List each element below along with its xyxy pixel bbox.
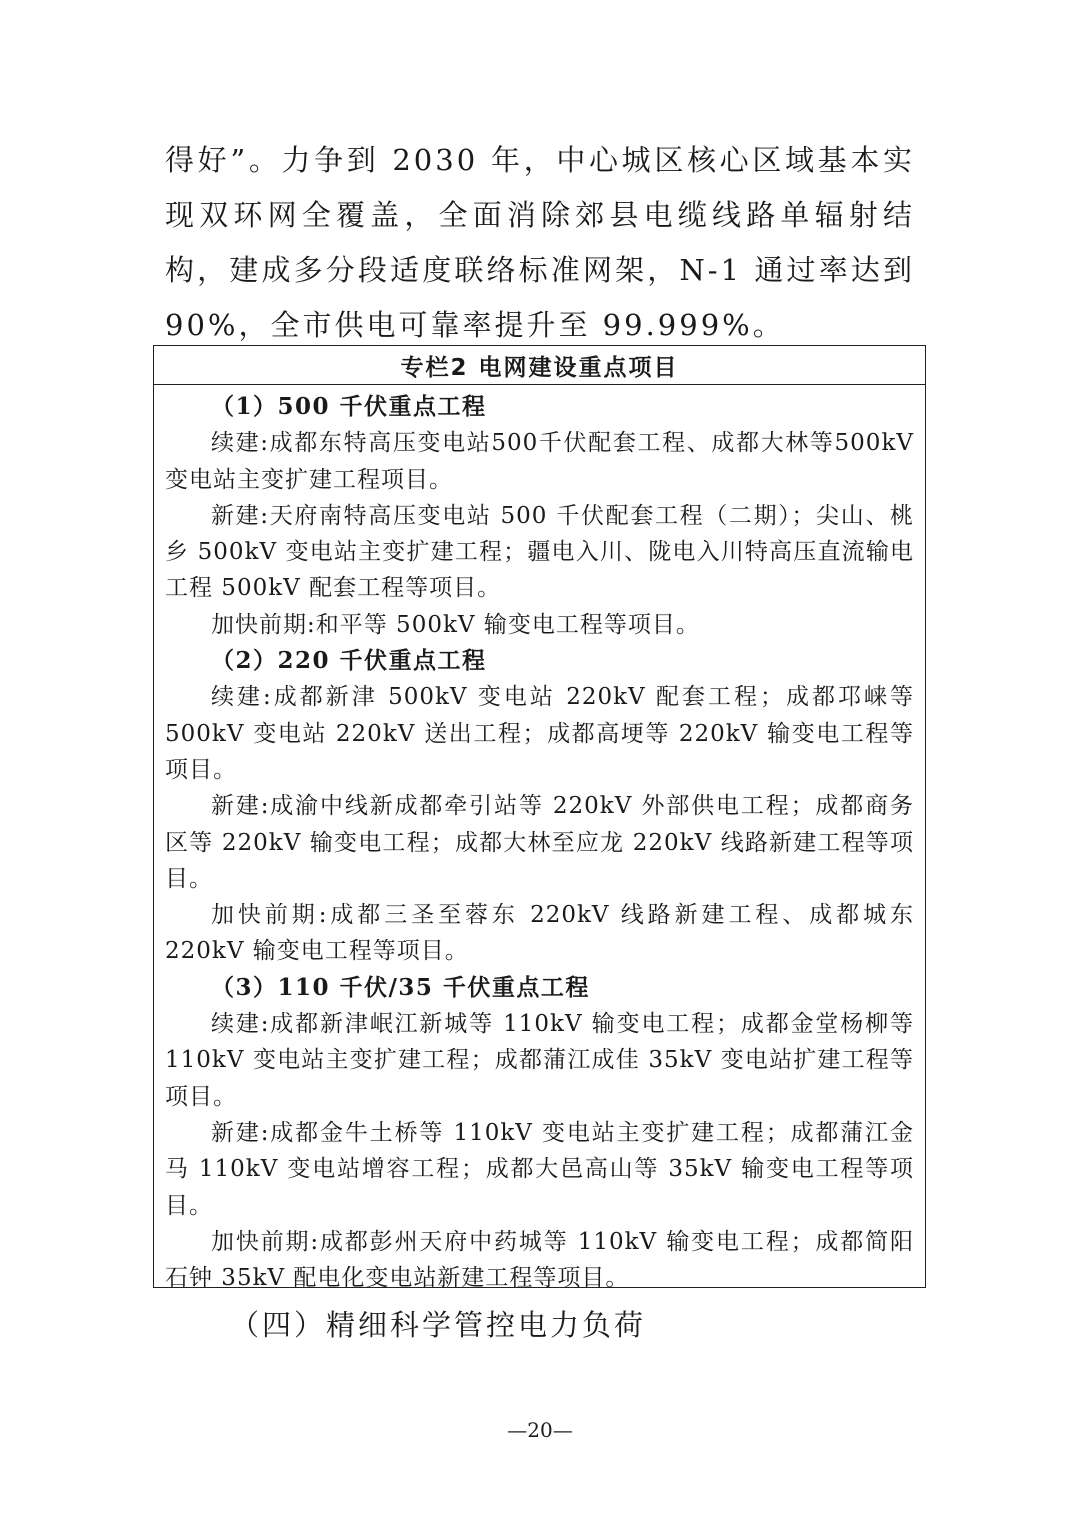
box-body — [154, 385, 925, 1296]
box-title: 专栏2 电网建设重点项目 — [154, 346, 925, 385]
intro-text: 得好”。力争到 2030 年，中心城区核心区域基本实现双环网全覆盖，全面消除郊县电缆线路单辐射结构，建成多分段适度联络标准网架，N-1 通过率达到 90%，全市供电可靠率提升至 99.999%。 — [165, 143, 915, 342]
item-220kv-continue: 续建:成都新津 500kV 变电站 220kV 配套工程；成都邛崃等 500kV 变电站 220kV 送出工程；成都高埂等 220kV 输变电工程等项目。 — [165, 684, 914, 783]
project-column-box — [153, 345, 926, 1292]
section-heading-220kv: （2）220 千伏重点工程 — [211, 647, 487, 675]
item-500kv-new: 新建:天府南特高压变电站 500 千伏配套工程（二期）；尖山、桃乡 500kV 变电站主变扩建工程；疆电入川、陇电入川特高压直流输电工程 500kV 配套工程等项目。 — [165, 502, 914, 602]
intro-paragraph — [165, 133, 915, 353]
item-500kv-prep: 加快前期:和平等 500kV 输变电工程等项目。 — [211, 611, 700, 638]
section-heading-four: （四）精细科学管控电力负荷 — [230, 1308, 647, 1342]
item-110kv-continue: 续建:成都新津岷江新城等 110kV 输变电工程；成都金堂杨柳等 110kV 变电站主变扩建工程；成都蒲江成佳 35kV 变电站扩建工程等项目。 — [165, 1011, 914, 1110]
section-heading-110kv-35kv: （3）110 千伏/35 千伏重点工程 — [211, 973, 590, 1001]
item-220kv-prep: 加快前期:成都三圣至蓉东 220kV 线路新建工程、成都城东 220kV 输变电工程等项目。 — [165, 902, 914, 965]
item-500kv-continue: 续建:成都东特高压变电站500千伏配套工程、成都大林等500kV变电站主变扩建工程项目。 — [165, 430, 914, 493]
item-110kv-new: 新建:成都金牛土桥等 110kV 变电站主变扩建工程；成都蒲江金马 110kV 变电站增容工程；成都大邑高山等 35kV 输变电工程等项目。 — [165, 1119, 914, 1219]
section-heading-500kv: （1）500 千伏重点工程 — [211, 393, 487, 420]
item-110kv-prep: 加快前期:成都彭州天府中药城等 110kV 输变电工程；成都简阳石钟 35kV 配电化变电站新建工程等项目。 — [165, 1228, 914, 1292]
page-number: —20— — [507, 1418, 573, 1442]
item-220kv-new: 新建:成渝中线新成都牵引站等 220kV 外部供电工程；成都商务区等 220kV 输变电工程；成都大林至应龙 220kV 线路新建工程等项目。 — [165, 793, 914, 892]
